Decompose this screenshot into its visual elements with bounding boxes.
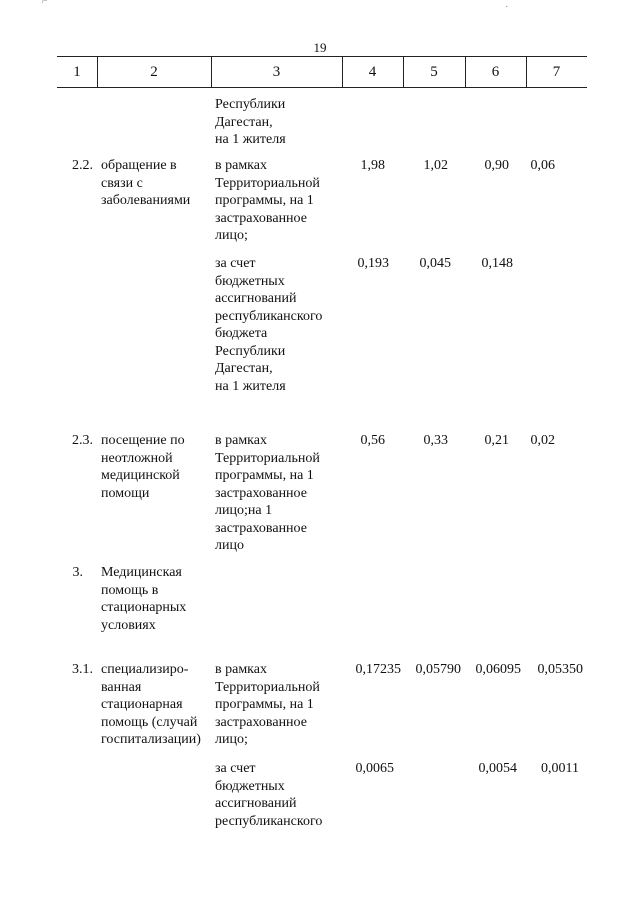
indicator-unit-text: в рамках Территориальной программы, на 1 застрахованное лицо;на 1 застрахованное лицо bbox=[215, 433, 320, 553]
value-col7: 0,0011 bbox=[541, 761, 579, 776]
header-cell-6: 6 bbox=[491, 64, 500, 80]
header-cell-1: 1 bbox=[73, 64, 81, 80]
value-col6: 0,90 bbox=[484, 158, 509, 173]
value-col6: 0,06095 bbox=[475, 662, 521, 677]
care-type-text: специализиро- ванная стационарная помощь (случай госпитализации) bbox=[101, 662, 201, 747]
value-col4: 0,193 bbox=[357, 256, 389, 271]
header-cell-4: 4 bbox=[368, 64, 377, 80]
care-type-text: обращение в связи с заболеваниями bbox=[101, 158, 191, 208]
row-number: 2.3. bbox=[72, 433, 93, 448]
value-col5: 1,02 bbox=[423, 158, 448, 173]
section-title-text: Медицинская помощь в стационарных условиях bbox=[101, 565, 187, 633]
row-number: 3.1. bbox=[72, 662, 93, 677]
indicator-unit-text: в рамках Территориальной программы, на 1 застрахованное лицо; bbox=[215, 662, 320, 747]
value-col4: 0,56 bbox=[360, 433, 385, 448]
value-col4: 1,98 bbox=[360, 158, 385, 173]
indicator-unit-text: в рамках Территориальной программы, на 1 застрахованное лицо; bbox=[215, 158, 320, 243]
scan-mark-top-right: · bbox=[505, 2, 509, 13]
header-cell-5: 5 bbox=[430, 64, 438, 80]
row-number: 2.2. bbox=[72, 158, 93, 173]
indicator-unit-text: Республики Дагестан, на 1 жителя bbox=[215, 97, 286, 147]
care-type-text: посещение по неотложной медицинской помощи bbox=[101, 433, 185, 501]
scan-mark-top-left: ⌐ bbox=[42, 0, 48, 7]
value-col5: 0,045 bbox=[419, 256, 451, 271]
value-col4: 0,17235 bbox=[355, 662, 401, 677]
header-cell-3: 3 bbox=[272, 64, 281, 80]
page-number: 19 bbox=[313, 40, 327, 55]
header-cell-2: 2 bbox=[150, 64, 158, 80]
indicator-unit-text: за счет бюджетных ассигнований республиканского бюджета Республики Дагестан, на 1 жителя bbox=[215, 256, 323, 394]
value-col7: 0,05350 bbox=[537, 662, 583, 677]
header-cell-7: 7 bbox=[552, 64, 561, 80]
value-col7: 0,06 bbox=[530, 158, 555, 173]
value-col6: 0,21 bbox=[484, 433, 509, 448]
column-header-row bbox=[57, 56, 587, 88]
value-col7: 0,02 bbox=[530, 433, 555, 448]
value-col6: 0,0054 bbox=[478, 761, 517, 776]
value-col5: 0,05790 bbox=[415, 662, 461, 677]
value-col5: 0,33 bbox=[423, 433, 448, 448]
indicator-unit-text: за счет бюджетных ассигнований республиканского bbox=[215, 761, 323, 829]
row-number: 3. bbox=[72, 565, 83, 580]
value-col6: 0,148 bbox=[481, 256, 513, 271]
value-col4: 0,0065 bbox=[355, 761, 394, 776]
